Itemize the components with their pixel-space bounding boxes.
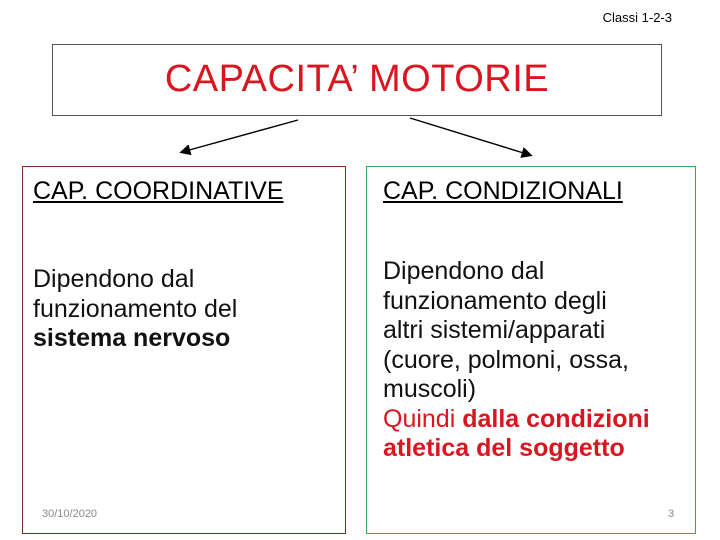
- conditional-heading: CAP. CONDIZIONALI: [383, 177, 623, 205]
- coordinative-heading: CAP. COORDINATIVE: [33, 177, 284, 205]
- slide-date: 30/10/2020: [42, 508, 98, 520]
- conditional-line-3: altri sistemi/apparati: [383, 316, 606, 344]
- conditional-line-6-prefix: Quindi: [383, 404, 463, 433]
- coordinative-description: [33, 265, 237, 354]
- conditional-description: [383, 257, 695, 464]
- coordinative-line-2: funzionamento del: [33, 294, 238, 323]
- conditional-line-6-bold: dalla condizioni: [462, 404, 650, 433]
- conditional-line-7: atletica del soggetto: [383, 434, 625, 462]
- diagram-title: CAPACITA’ MOTORIE: [164, 57, 550, 100]
- conditional-box: [366, 166, 696, 534]
- conditional-line-2: funzionamento degli: [383, 286, 607, 315]
- page-number: 3: [668, 508, 675, 520]
- conditional-line-5: muscoli): [383, 375, 477, 403]
- classes-label: Classi 1-2-3: [602, 10, 672, 25]
- conditional-line-1: Dipendono dal: [383, 257, 545, 285]
- arrow-left: [182, 120, 298, 152]
- coordinative-line-3: sistema nervoso: [33, 324, 231, 352]
- conditional-line-4: (cuore, polmoni, ossa,: [383, 345, 629, 374]
- coordinative-line-1: Dipendono dal: [33, 265, 195, 293]
- arrow-right: [410, 118, 530, 155]
- coordinative-box: [22, 166, 346, 534]
- conditional-line-6: [383, 405, 695, 435]
